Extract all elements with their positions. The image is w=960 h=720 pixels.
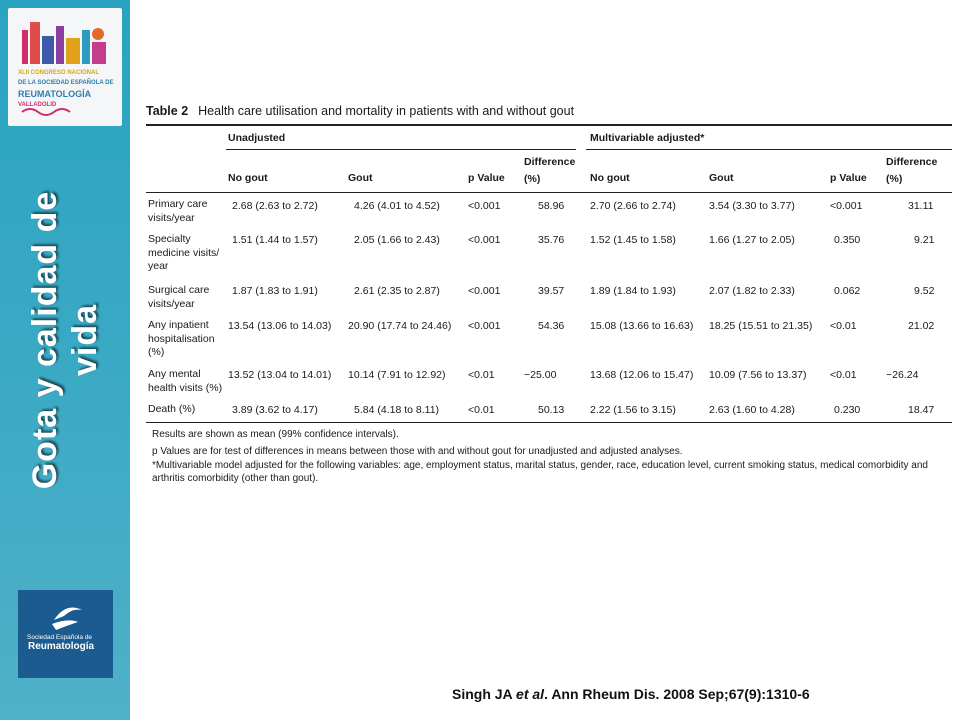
table-cell: −26.24: [886, 369, 919, 381]
table-cell: <0.001: [468, 285, 501, 297]
table-cell: <0.001: [468, 200, 501, 212]
col-diff-2: Difference (%): [886, 156, 938, 185]
col-no-gout-1: No gout: [228, 172, 268, 184]
table-cell: 31.11: [908, 200, 934, 212]
table-cell: 2.07 (1.82 to 2.33): [709, 285, 795, 297]
table-cell: 35.76: [538, 234, 565, 246]
footnote-2: p Values are for test of differences in means between those with and without gout for unadjusted and adjusted analyses.: [152, 446, 683, 457]
congress-skyline-icon: [8, 8, 122, 126]
table-cell: 18.25 (15.51 to 21.35): [709, 320, 813, 332]
rule-group-right: [586, 149, 952, 150]
table-image: [146, 100, 952, 495]
table-cell: 58.96: [538, 200, 565, 212]
sidebar: [0, 0, 130, 720]
row-label: Any mental health visits (%): [148, 368, 223, 394]
congress-logo: [8, 8, 122, 126]
table-caption: Health care utilisation and mortality in patients with and without gout: [198, 104, 575, 118]
col-gout-1: Gout: [348, 172, 373, 184]
sidebar-title-line-2: vida: [66, 303, 104, 377]
citation-source: . Ann Rheum Dis. 2008 Sep;67(9):1310-6: [544, 686, 810, 702]
ser-logo-line-1: Sociedad Española de: [27, 634, 93, 641]
logo-line-3: REUMATOLOGÍA: [18, 89, 92, 99]
ser-logo: [18, 590, 113, 678]
citation: [452, 686, 810, 702]
logo-line-1: XLII CONGRESO NACIONAL: [18, 70, 100, 76]
row-label: Any inpatient hospitalisation (%): [148, 319, 215, 358]
table-label: Table 2: [146, 104, 189, 118]
table-cell: 1.52 (1.45 to 1.58): [590, 234, 676, 246]
table-cell: 0.062: [834, 285, 861, 297]
table-cell: 3.89 (3.62 to 4.17): [232, 404, 318, 416]
col-pvalue-1: p Value: [468, 172, 505, 184]
ser-logo-line-2: Reumatología: [28, 641, 95, 652]
col-diff-1: Difference (%): [524, 156, 576, 185]
table-cell: 1.66 (1.27 to 2.05): [709, 234, 795, 246]
table-cell: 18.47: [908, 404, 935, 416]
table-cell: <0.01: [830, 369, 857, 381]
table-title: [146, 104, 574, 118]
table-cell: <0.01: [468, 404, 495, 416]
ser-emblem-icon: [18, 590, 113, 634]
col-pvalue-2: p Value: [830, 172, 867, 184]
row-label: Primary care visits/year: [148, 198, 208, 224]
rule-top: [146, 124, 952, 126]
table-cell: 5.84 (4.18 to 8.11): [354, 404, 440, 416]
table-cell: 4.26 (4.01 to 4.52): [354, 200, 440, 212]
table-cell: 13.52 (13.04 to 14.01): [228, 369, 332, 381]
table-cell: 9.21: [914, 234, 935, 246]
table-cell: 2.61 (2.35 to 2.87): [354, 285, 440, 297]
table-cell: 20.90 (17.74 to 24.46): [348, 320, 452, 332]
table-cell: 10.09 (7.56 to 13.37): [709, 369, 807, 381]
row-label: Surgical care visits/year: [148, 284, 210, 310]
table-cell: 2.05 (1.66 to 2.43): [354, 234, 440, 246]
table-cell: <0.001: [830, 200, 863, 212]
logo-line-2: DE LA SOCIEDAD ESPAÑOLA DE: [18, 80, 114, 86]
table-cell: 3.54 (3.30 to 3.77): [709, 200, 795, 212]
table-cell: <0.01: [830, 320, 857, 332]
table-cell: <0.01: [468, 369, 495, 381]
citation-author: Singh JA: [452, 686, 517, 702]
table-cell: −25.00: [524, 369, 557, 381]
footnote-3: *Multivariable model adjusted for the following variables: age, employment status, marital status, gender, race, education level, current smoking status, medical comorbidity and arthritis comorbidity (other than gout).: [152, 460, 928, 484]
table-cell: 9.52: [914, 285, 935, 297]
col-gout-2: Gout: [709, 172, 734, 184]
table-cell: 39.57: [538, 285, 565, 297]
table-cell: 1.51 (1.44 to 1.57): [232, 234, 318, 246]
table-cell: 21.02: [908, 320, 935, 332]
table-cell: 1.87 (1.83 to 1.91): [232, 285, 318, 297]
rule-group-left: [226, 149, 576, 150]
table-cell: 15.08 (13.66 to 16.63): [590, 320, 694, 332]
table-cell: 2.22 (1.56 to 3.15): [590, 404, 676, 416]
group-header-adjusted: Multivariable adjusted*: [590, 132, 705, 144]
logo-line-4: VALLADOLID: [18, 102, 57, 108]
table-cell: 10.14 (7.91 to 12.92): [348, 369, 446, 381]
rule-table-bottom: [146, 422, 952, 423]
table-cell: 50.13: [538, 404, 565, 416]
group-header-unadjusted: Unadjusted: [228, 132, 286, 144]
table-cell: 13.68 (12.06 to 15.47): [590, 369, 694, 381]
row-label: Death (%): [148, 403, 196, 415]
table-cell: 2.70 (2.66 to 2.74): [590, 200, 676, 212]
rule-header-bottom: [146, 192, 952, 193]
table-cell: <0.001: [468, 234, 501, 246]
sidebar-title-line-1: Gota y calidad de: [26, 190, 64, 490]
citation-etal: et al: [516, 686, 545, 702]
row-label: Specialty medicine visits/ year: [148, 233, 220, 272]
footnote-1: Results are shown as mean (99% confidence intervals).: [152, 429, 399, 440]
col-no-gout-2: No gout: [590, 172, 630, 184]
table-cell: 0.350: [834, 234, 861, 246]
table-cell: 2.63 (1.60 to 4.28): [709, 404, 795, 416]
sidebar-title: [0, 150, 130, 530]
table-cell: 2.68 (2.63 to 2.72): [232, 200, 318, 212]
table-cell: 54.36: [538, 320, 565, 332]
table-cell: 0.230: [834, 404, 861, 416]
table-cell: 13.54 (13.06 to 14.03): [228, 320, 332, 332]
table-cell: <0.001: [468, 320, 501, 332]
table-cell: 1.89 (1.84 to 1.93): [590, 285, 676, 297]
